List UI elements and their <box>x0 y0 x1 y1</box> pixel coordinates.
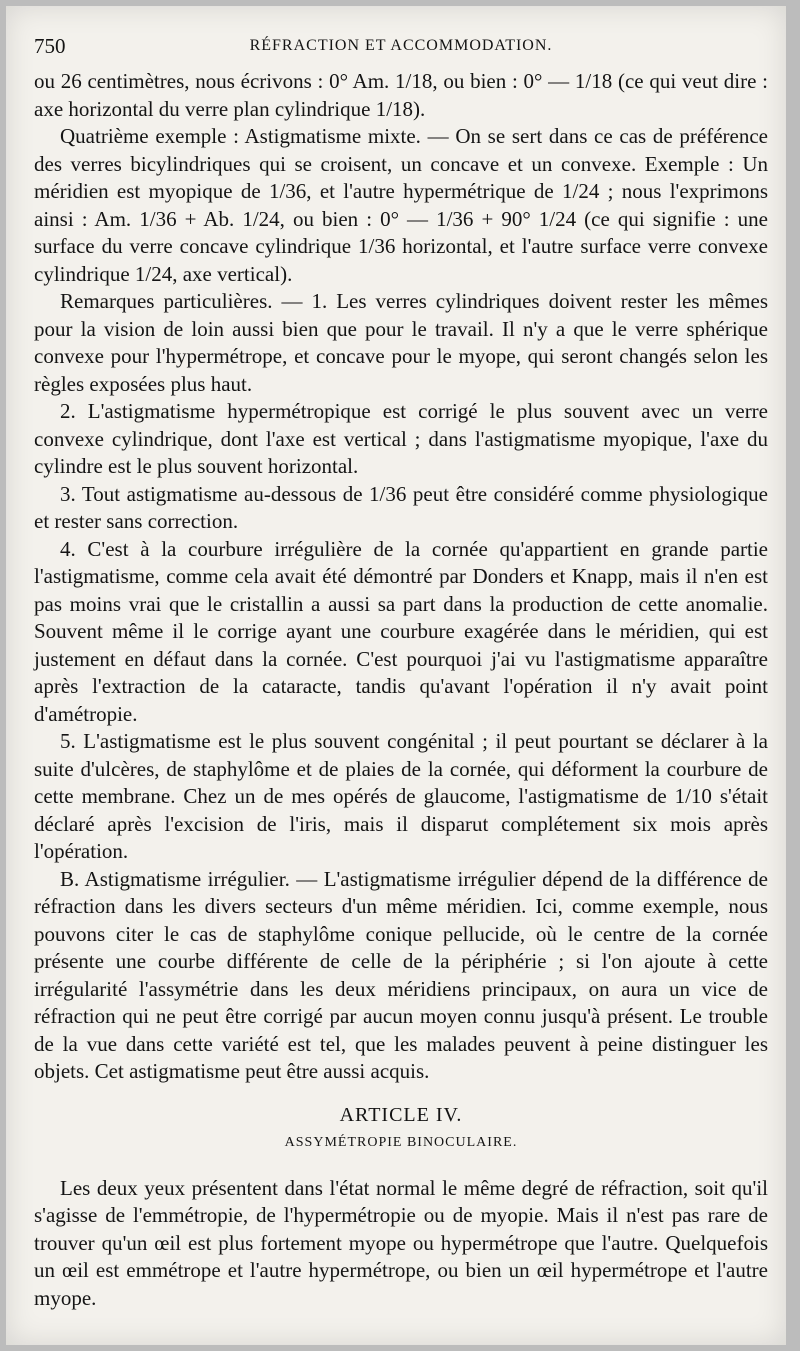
page-header <box>34 34 768 68</box>
paragraph-remark-4: 4. C'est à la courbure irrégulière de la cornée qu'appartient en grande partie l'astigmatisme, comme cela avait été démontré par Donders et Knapp, mais il n'en est pas moins vrai que le cristallin a aussi sa part dans la production de cette anomalie. Souvent même il le corrige ayant une courbure exagérée dans le méridien, qui est justement en défaut dans la cornée. C'est pourquoi j'ai vu l'astigmatisme apparaître après l'extraction de la cataracte, tandis qu'avant l'opération il n'y avait point d'amétropie. <box>34 536 768 726</box>
paragraph-remark-5: 5. L'astigmatisme est le plus souvent congénital ; il peut pourtant se déclarer à la suite d'ulcères, de staphylôme et de plaies de la cornée, qui déforment la courbure de cette membrane. Chez un de mes opérés de glaucome, l'astigmatisme de 1/10 s'était déclaré après l'excision de l'iris, mais il disparut complétement six mois après l'opération. <box>34 729 768 863</box>
running-title: RÉFRACTION ET ACCOMMODATION. <box>249 37 553 54</box>
paragraph-remarks: Remarques particulières. — 1. Les verres cylindriques doivent rester les mêmes pour la vision de loin aussi bien que pour le travail. Il n'y a que le verre sphérique convexe pour l'hypermétrope, et concave pour le myope, qui seront changés selon les règles exposées plus haut. <box>34 289 768 396</box>
article-subtitle: ASSYMÉTROPIE BINOCULAIRE. <box>284 1134 518 1150</box>
paragraph-fourth-example: Quatrième exemple : Astigmatisme mixte. — On se sert dans ce cas de préférence des verres bicylindriques qui se croisent, un concave et un convexe. Exemple : Un méridien est myopique de 1/36, et l'autre hypermétrique de 1/24 ; nous l'exprimons ainsi : Am. 1/36 + Ab. 1/24, ou bien : 0° — 1/36 + 90° 1/24 (ce qui signifie : une surface du verre concave cylindrique 1/36 horizontal, et l'autre surface verre convexe cylindrique 1/24, axe vertical). <box>34 124 768 286</box>
paragraph-remark-2: 2. L'astigmatisme hypermétropique est corrigé le plus souvent avec un verre convexe cylindrique, dont l'axe est vertical ; dans l'astigmatisme myopique, l'axe du cylindre est le plus souvent horizontal. <box>34 399 768 478</box>
page-number: 750 <box>34 34 66 58</box>
paragraph-binocular: Les deux yeux présentent dans l'état normal le même degré de réfraction, soit qu'il s'agisse de l'emmétropie, de l'hypermétropie ou de myopie. Mais il n'est pas rare de trouver qu'un œil est plus fortement myope ou hypermétrope que l'autre. Quelquefois un œil est emmétrope et l'autre hypermétrope, ou bien un œil hypermétrope et l'autre myope. <box>34 1175 768 1310</box>
paragraph-irregular-astigmatism: B. Astigmatisme irrégulier. — L'astigmatisme irrégulier dépend de la différence de réfraction dans les divers secteurs d'un même méridien. Ici, comme exemple, nous pouvons citer le cas de staphylôme conique pellucide, où le centre de la cornée présente une courbe différente de celle de la périphérie ; si l'on ajoute à cette irrégularité l'assymétrie dans les deux méridiens principaux, on aura un vice de réfraction qui ne peut être corrigé par aucun moyen connu jusqu'à présent. Le trouble de la vue dans cette variété est tel, que les malades peuvent à peine distinguer les objets. Cet astigmatisme peut être aussi acquis. <box>34 866 768 1083</box>
paragraph-remark-3: 3. Tout astigmatisme au-dessous de 1/36 peut être considéré comme physiologique et rester sans correction. <box>34 481 768 533</box>
page-content <box>34 34 768 1312</box>
book-page <box>6 6 786 1345</box>
paragraph-continuation: ou 26 centimètres, nous écrivons : 0° Am. 1/18, ou bien : 0° — 1/18 (ce qui veut dire : axe horizontal du verre plan cylindrique 1/18). <box>34 69 768 121</box>
article-title: ARTICLE IV. <box>339 1103 463 1126</box>
